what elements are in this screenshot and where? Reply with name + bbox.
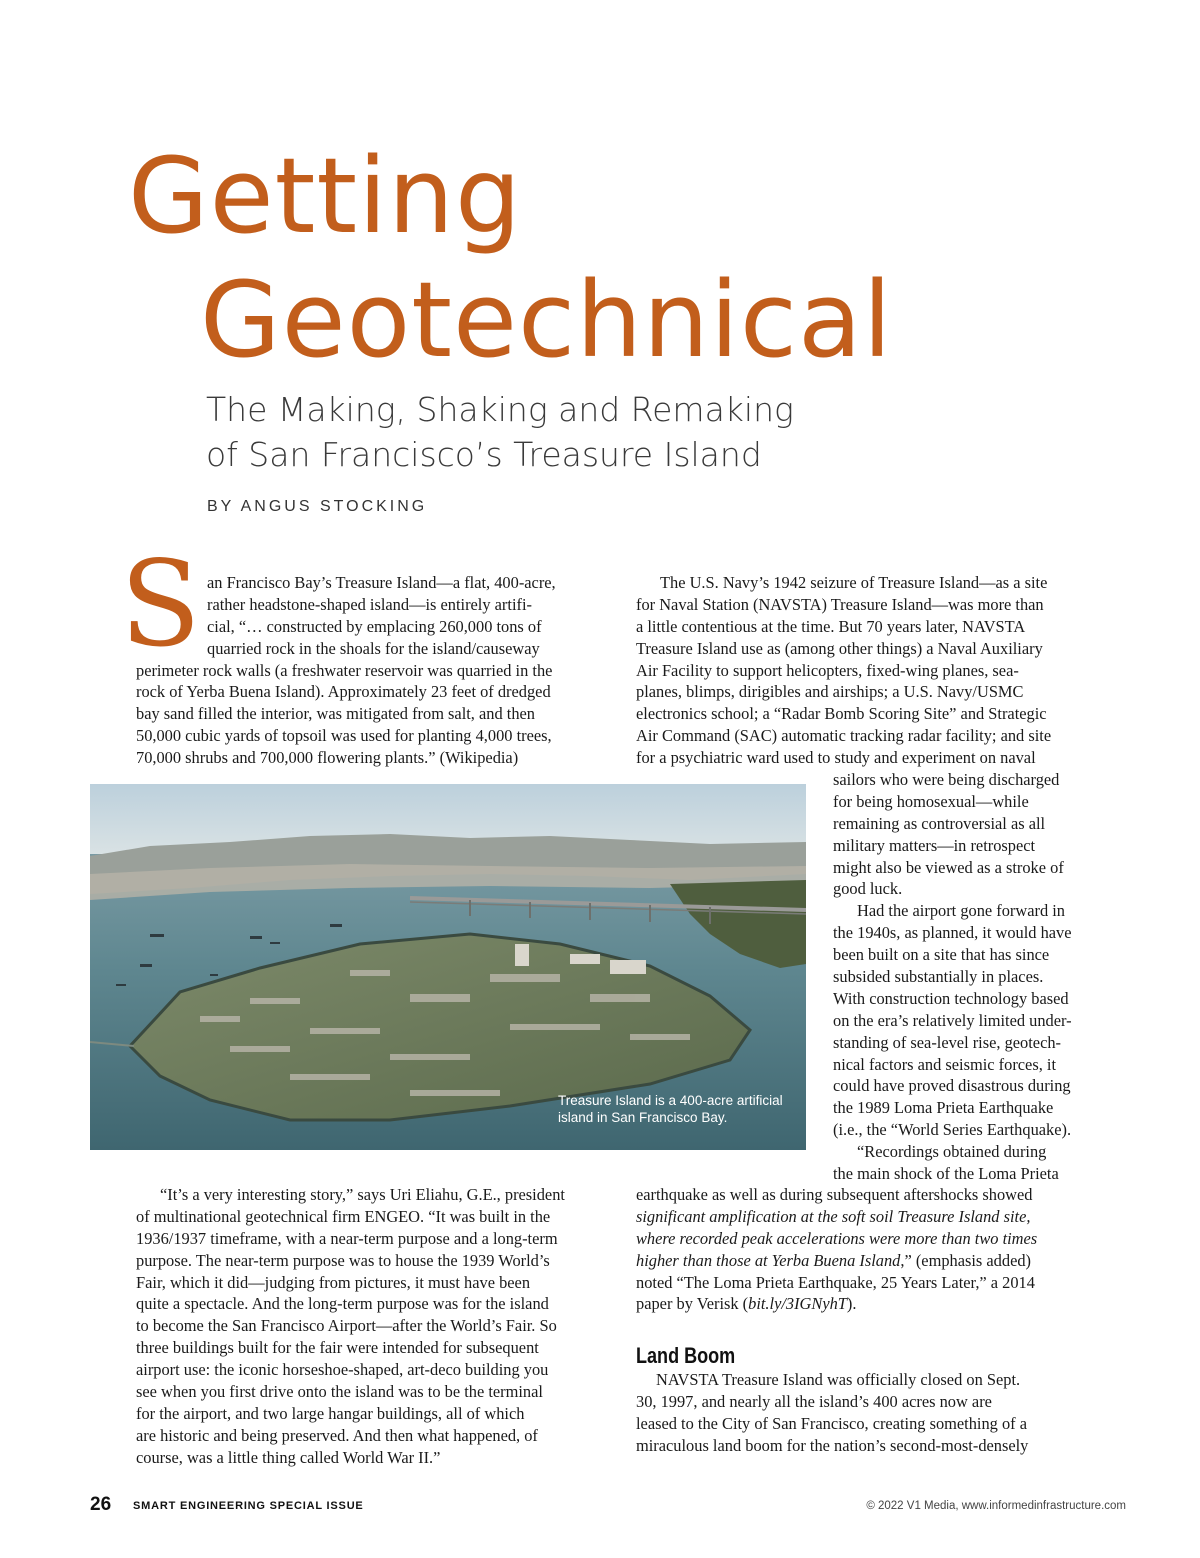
text-line: The U.S. Navy’s 1942 seizure of Treasure Island—as a site (660, 573, 1048, 592)
text-fragment: paper by Verisk ( (636, 1294, 749, 1314)
text-fragment: ). (846, 1294, 857, 1314)
text-line: Air Facility to support helicopters, fixed-wing planes, sea- (636, 660, 1019, 680)
text-line: 50,000 cubic yards of topsoil was used for planting 4,000 trees, (136, 726, 552, 746)
text-line: the 1989 Loma Prieta Earthquake (833, 1098, 1054, 1118)
copyright-notice: © 2022 V1 Media, www.informedinfrastructure.com (866, 1500, 1126, 1512)
text-line: (i.e., the “World Series Earthquake). (833, 1120, 1072, 1140)
col2-quote (636, 1184, 1108, 1315)
text-line: of multinational geotechnical firm ENGEO. “It was built in the (136, 1206, 551, 1226)
text-line: nical factors and seismic forces, it (833, 1054, 1057, 1074)
text-line: rather headstone-shaped island—is entirely artifi- (207, 594, 532, 614)
text-line: could have proved disastrous during (833, 1076, 1071, 1096)
subtitle-line-1: The Making, Shaking and Remaking (206, 390, 794, 429)
text-line: quarried rock in the shoals for the island/causeway (207, 638, 540, 658)
text-line: on the era’s relatively limited under- (833, 1010, 1072, 1030)
text-line: are historic and being preserved. And then what happened, of (136, 1425, 538, 1445)
text-line: “It’s a very interesting story,” says Uri Eliahu, G.E., president (160, 1185, 565, 1204)
text-line (636, 1250, 1108, 1272)
text-line: Fair, which it did—judging from pictures, it must have been (136, 1272, 531, 1292)
text-line: an Francisco Bay’s Treasure Island—a flat, 400-acre, (207, 573, 556, 592)
photo-caption (558, 1092, 783, 1126)
text-line: planes, blimps, dirigibles and airships; a U.S. Navy/USMC (636, 682, 1024, 702)
text-line: for Naval Station (NAVSTA) Treasure Island—was more than (636, 594, 1044, 614)
text-line: Treasure Island use as (among other things) a Naval Auxiliary (636, 638, 1043, 658)
col1-intro (136, 660, 611, 769)
text-line: cial, “… constructed by emplacing 260,000 tons of (207, 616, 542, 636)
text-line: 30, 1997, and nearly all the island’s 400 acres now are (636, 1391, 992, 1411)
text-line: to become the San Francisco Airport—after the World’s Fair. So (136, 1316, 557, 1336)
text-line: quite a spectacle. And the long-term purpose was for the island (136, 1294, 549, 1314)
text-fragment: ,” (emphasis added) (900, 1250, 1031, 1270)
caption-line: Treasure Island is a 400-acre artificial (558, 1093, 783, 1108)
text-line: course, was a little thing called World War II.” (136, 1447, 441, 1467)
col2-land-boom (636, 1369, 1108, 1457)
text-line: remaining as controversial as all (833, 813, 1046, 833)
text-line: for the airport, and two large hangar buildings, all of which (136, 1403, 525, 1423)
text-line: electronics school; a “Radar Bomb Scoring Site” and Strategic (636, 704, 1047, 724)
text-line (636, 1293, 1108, 1315)
text-line: rock of Yerba Buena Island). Approximately 23 feet of dredged (136, 682, 551, 702)
col2-intro (636, 572, 1108, 769)
text-line: Air Command (SAC) automatic tracking radar facility; and site (636, 726, 1052, 746)
text-line: for a psychiatric ward used to study and experiment on naval (636, 748, 1036, 768)
text-line: With construction technology based (833, 988, 1069, 1008)
col1-intro-indented (207, 572, 591, 660)
caption-line: island in San Francisco Bay. (558, 1110, 728, 1125)
text-line: 1936/1937 timeframe, with a near-term purpose and a long-term (136, 1228, 558, 1248)
text-line: 70,000 shrubs and 700,000 flowering plants.” (Wikipedia) (136, 748, 519, 768)
publication-name: SMART ENGINEERING SPECIAL ISSUE (133, 1500, 364, 1512)
text-line: leased to the City of San Francisco, creating something of a (636, 1413, 1027, 1433)
source-link[interactable]: bit.ly/3IGNyhT (748, 1294, 847, 1314)
title-line-2: Geotechnical (200, 259, 893, 381)
text-line: Had the airport gone forward in (857, 901, 1065, 921)
text-line: might also be viewed as a stroke of (833, 857, 1064, 877)
text-line: sailors who were being discharged (833, 770, 1060, 789)
text-line: “Recordings obtained during (857, 1142, 1047, 1162)
text-line: standing of sea-level rise, geotech- (833, 1032, 1062, 1052)
emphasis-text: significant amplification at the soft soil Treasure Island site, (636, 1206, 1031, 1226)
section-heading-land-boom: Land Boom (636, 1343, 736, 1368)
page-number: 26 (90, 1494, 112, 1515)
text-line: good luck. (833, 879, 903, 899)
text-line: been built on a site that has since (833, 945, 1050, 965)
text-line: NAVSTA Treasure Island was officially closed on Sept. (656, 1370, 1021, 1389)
text-line: earthquake as well as during subsequent aftershocks showed (636, 1185, 1033, 1204)
text-line (636, 1228, 1108, 1250)
text-line: see when you first drive onto the island was to be the terminal (136, 1382, 543, 1402)
text-line: military matters—in retrospect (833, 835, 1036, 855)
emphasis-text: higher than those at Yerba Buena Island (636, 1250, 901, 1270)
emphasis-text: where recorded peak accelerations were more than two times (636, 1228, 1038, 1248)
col2-wrap (833, 769, 1108, 1185)
text-line: airport use: the iconic horseshoe-shaped, art-deco building you (136, 1360, 549, 1380)
text-line: the 1940s, as planned, it would have (833, 923, 1072, 943)
text-line: bay sand filled the interior, was mitigated from salt, and then (136, 704, 535, 724)
byline: BY ANGUS STOCKING (207, 498, 428, 515)
text-line: subsided substantially in places. (833, 967, 1044, 987)
title-line-1: Getting (128, 135, 522, 257)
text-line: three buildings built for the fair were intended for subsequent (136, 1338, 539, 1358)
text-line (636, 1206, 1108, 1228)
text-line: the main shock of the Loma Prieta (833, 1164, 1059, 1184)
text-line: perimeter rock walls (a freshwater reservoir was quarried in the (136, 660, 553, 680)
drop-cap: S (120, 535, 201, 673)
text-line: a little contentious at the time. But 70 years later, NAVSTA (636, 616, 1026, 636)
text-line: for being homosexual—while (833, 791, 1029, 811)
text-line: purpose. The near-term purpose was to house the 1939 World’s (136, 1250, 550, 1270)
text-line: miraculous land boom for the nation’s second-most-densely (636, 1435, 1029, 1455)
text-line: noted “The Loma Prieta Earthquake, 25 Years Later,” a 2014 (636, 1272, 1035, 1292)
col1-quote (136, 1184, 611, 1469)
subtitle-line-2: of San Francisco’s Treasure Island (206, 435, 762, 474)
